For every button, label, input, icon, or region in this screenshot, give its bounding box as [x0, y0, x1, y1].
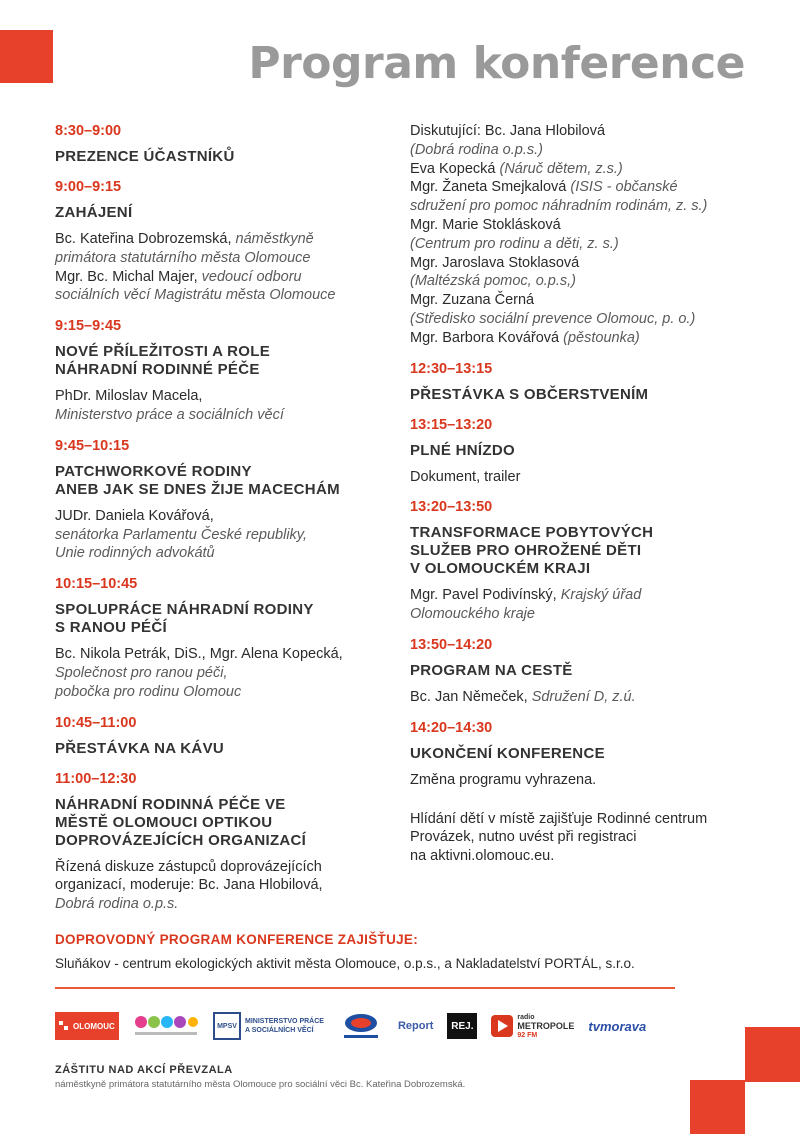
program-right-column: [410, 122, 760, 866]
speaker-line: [55, 876, 395, 895]
page-title: Program konference: [248, 38, 745, 89]
speaker-name: Mgr. Žaneta Smejkalová: [410, 179, 571, 196]
olomouc-logo: [55, 1012, 119, 1040]
speaker-affiliation: senátorka Parlamentu České republiky,: [55, 526, 307, 543]
speaker-name: JUDr. Daniela Kovářová,: [55, 507, 214, 524]
speaker-name: Mgr. Pavel Podivínský,: [410, 587, 561, 604]
speaker-affiliation: Ministerstvo práce a sociálních věcí: [55, 406, 284, 423]
session-heading: NÁHRADNÍ RODINNÉ PÉČE: [55, 361, 260, 379]
speaker-line: [55, 286, 395, 305]
speaker-line: [410, 468, 760, 487]
speaker-name: Mgr. Zuzana Černá: [410, 292, 535, 309]
session-time: 13:15–13:20: [410, 416, 493, 433]
program-session: [55, 437, 395, 563]
speaker-affiliation: pobočka pro rodinu Olomouc: [55, 683, 242, 700]
section-spacer: [410, 790, 760, 802]
session-heading: DOPROVÁZEJÍCÍCH ORGANIZACÍ: [55, 831, 307, 849]
speaker-affiliation: (Centrum pro rodinu a děti, z. s.): [410, 235, 619, 252]
patronage-text: náměstkyně primátora statutárního města Olomouce pro sociální věci Bc. Kateřina Dobrozemská.: [55, 1079, 466, 1090]
session-heading: S RANOU PÉČÍ: [55, 619, 167, 637]
session-spacer: [55, 563, 395, 575]
session-time: 9:15–9:45: [55, 318, 122, 335]
speaker-name: Změna programu vyhrazena.: [410, 771, 597, 788]
speaker-name: PhDr. Miloslav Macela,: [55, 388, 203, 405]
speaker-affiliation: sdružení pro pomoc náhradním rodinám, z. s.): [410, 198, 708, 215]
session-heading: TRANSFORMACE POBYTOVÝCH: [410, 524, 654, 542]
session-gap: [55, 499, 395, 507]
speaker-name: Bc. Nikola Petrák, DiS., Mgr. Alena Kopecká,: [55, 646, 343, 663]
speaker-line: [55, 664, 395, 683]
speaker-affiliation: (Náruč dětem, z.s.): [499, 160, 623, 177]
session-spacer: [55, 425, 395, 437]
session-time: 8:30–9:00: [55, 123, 122, 139]
program-session: [55, 178, 395, 305]
session-heading: UKONČENÍ KONFERENCE: [410, 744, 605, 762]
speaker-affiliation: (ISIS - občanské: [570, 179, 678, 196]
session-gap: [55, 379, 395, 387]
speaker-line: [410, 216, 760, 235]
speaker-affiliation: Sdružení D, z.ú.: [531, 688, 636, 705]
note-line: Provázek, nutno uvést při registraci: [410, 829, 637, 846]
speaker-line: [410, 605, 760, 624]
session-heading: V OLOMOUCKÉM KRAJI: [410, 560, 591, 578]
session-spacer: [55, 305, 395, 317]
session-spacer: [410, 486, 760, 498]
program-session: [410, 360, 760, 404]
program-left-column: [55, 122, 395, 914]
speaker-affiliation: (Maltézská pomoc, o.p.s,): [410, 273, 576, 290]
speaker-line: [410, 254, 760, 273]
session-heading: NOVÉ PŘÍLEŽITOSTI A ROLE: [55, 343, 270, 361]
rej-logo: [447, 1013, 477, 1039]
speaker-line: [410, 291, 760, 310]
rej-logo-text: REJ.: [451, 1020, 474, 1032]
program-session: [55, 575, 395, 701]
speaker-name: Mgr. Bc. Michal Majer,: [55, 268, 202, 285]
speaker-name: organizací, moderuje: Bc. Jana Hlobilová,: [55, 877, 323, 894]
speaker-line: [55, 387, 395, 406]
session-heading: PROGRAM NA CESTĚ: [410, 661, 573, 679]
speaker-line: [55, 268, 395, 287]
speaker-line: [55, 895, 395, 914]
session-time: 11:00–12:30: [55, 770, 137, 787]
program-session: [410, 416, 760, 487]
speaker-name: Diskutující: Bc. Jana Hlobilová: [410, 123, 606, 139]
session-heading: PŘESTÁVKA NA KÁVU: [55, 739, 225, 757]
session-heading: SLUŽEB PRO OHROŽENÉ DĚTI: [410, 542, 642, 560]
mpsv-emblem: MPSV: [213, 1012, 241, 1040]
speaker-line: [55, 858, 395, 877]
mpsv-logo: [213, 1012, 324, 1040]
session-gap: [410, 378, 760, 386]
speaker-affiliation: Olomouckého kraje: [410, 606, 535, 623]
session-gap: [410, 737, 760, 745]
session-spacer: [55, 166, 395, 178]
speaker-line: [410, 272, 760, 291]
third-logo: [338, 1011, 384, 1041]
program-session: [410, 636, 760, 707]
section-spacer: [410, 802, 760, 810]
program-session: [55, 770, 395, 914]
speaker-line: [55, 507, 395, 526]
session-heading: MĚSTĚ OLOMOUCI OPTIKOU: [55, 813, 273, 831]
session-heading: PLNÉ HNÍZDO: [410, 441, 515, 459]
speaker-line: [410, 178, 760, 197]
session-gap: [55, 140, 395, 148]
session-spacer: [55, 702, 395, 714]
speaker-affiliation: náměstkyně: [235, 231, 314, 247]
metropole-text: [517, 1013, 574, 1040]
session-time: 10:15–10:45: [55, 576, 138, 593]
program-session: [410, 719, 760, 790]
session-gap: [55, 335, 395, 343]
olomouc-logo-text: OLOMOUC: [73, 1021, 115, 1031]
session-gap: [55, 732, 395, 740]
report-logo: [398, 1020, 433, 1032]
metropole-radio-label: radio: [517, 1013, 535, 1021]
speaker-line: [410, 586, 760, 605]
session-spacer: [55, 758, 395, 770]
session-spacer: [410, 404, 760, 416]
session-time: 9:00–9:15: [55, 179, 122, 195]
session-heading: PŘESTÁVKA S OBČERSTVENÍM: [410, 385, 649, 403]
speaker-affiliation: (Středisko sociální prevence Olomouc, p. o.): [410, 310, 696, 327]
note-line: Hlídání dětí v místě zajišťuje Rodinné centrum: [410, 810, 708, 827]
session-heading: PATCHWORKOVÉ RODINY: [55, 462, 252, 480]
speaker-line: [55, 406, 395, 425]
session-gap: [410, 578, 760, 586]
speaker-line: [410, 197, 760, 216]
mpsv-name: MINISTERSTVO PRÁCE A SOCIÁLNÍCH VĚCÍ: [245, 1018, 324, 1034]
session-gap: [410, 434, 760, 442]
session-heading: SPOLUPRÁCE NÁHRADNÍ RODINY: [55, 601, 314, 619]
program-session: [55, 122, 395, 166]
speaker-line: [55, 230, 395, 249]
section-spacer: [410, 348, 760, 360]
speaker-line: [55, 544, 395, 563]
speaker-affiliation: Krajský úřad: [560, 587, 642, 604]
speaker-line: [410, 122, 760, 141]
speaker-name: Mgr. Marie Stoklásková: [410, 216, 561, 233]
speaker-line: [55, 249, 395, 268]
session-gap: [410, 763, 760, 771]
speaker-name: Řízená diskuze zástupců doprovázejících: [55, 858, 322, 875]
speaker-name: Dokument, trailer: [410, 468, 521, 485]
session-spacer: [410, 707, 760, 719]
session-gap: [410, 654, 760, 662]
speaker-line: [410, 235, 760, 254]
patronage-heading: ZÁŠTITU NAD AKCÍ PŘEVZALA: [55, 1064, 233, 1076]
decor-square-bottom-right-2: [690, 1080, 745, 1134]
speaker-affiliation: sociálních věcí Magistrátu města Olomouce: [55, 287, 336, 304]
session-gap: [55, 637, 395, 645]
kids-figures-icon: [133, 1012, 199, 1040]
footer-text: Sluňákov - centrum ekologických aktivit města Olomouce, o.p.s., a Nakladatelství PORTÁL, s.r.o.: [55, 956, 635, 971]
speaker-line: [410, 160, 760, 179]
session-heading: ZAHÁJENÍ: [55, 204, 133, 221]
footer-divider: [55, 987, 675, 989]
session-time: 9:45–10:15: [55, 437, 130, 454]
footer-heading: DOPROVODNÝ PROGRAM KONFERENCE ZAJIŠŤUJE:: [55, 932, 419, 947]
speaker-line: [410, 771, 760, 790]
tv-morava-logo: [588, 1019, 646, 1034]
speaker-affiliation: Společnost pro ranou péči,: [55, 664, 228, 681]
session-gap: [55, 850, 395, 858]
kids-figures-logo: [133, 1012, 199, 1040]
program-session: [55, 317, 395, 425]
session-gap: [55, 593, 395, 601]
speaker-affiliation: primátora statutárního města Olomouce: [55, 249, 311, 266]
metropole-name: METROPOLE: [517, 1020, 575, 1031]
session-time: 10:45–11:00: [55, 714, 137, 731]
speaker-name: Bc. Jan Němeček,: [410, 688, 532, 705]
speaker-affiliation: vedoucí odboru: [201, 268, 302, 285]
program-session: [410, 498, 760, 624]
speaker-line: [410, 141, 760, 160]
partner-logos: [55, 1008, 725, 1044]
radio-metropole-logo: [491, 1013, 574, 1040]
metropole-frequency: 92 FM: [517, 1031, 538, 1039]
tv-morava-text: tvmorava: [588, 1018, 647, 1034]
session-spacer: [410, 624, 760, 636]
decor-square-bottom-right-1: [745, 1027, 800, 1082]
speaker-name: Bc. Kateřina Dobrozemská,: [55, 231, 236, 247]
session-gap: [55, 222, 395, 230]
speaker-line: [55, 645, 395, 664]
play-mark-icon: [491, 1015, 513, 1037]
session-heading: NÁHRADNÍ RODINNÁ PÉČE VE: [55, 795, 286, 813]
session-time: 13:50–14:20: [410, 636, 493, 653]
speaker-affiliation: Dobrá rodina o.p.s.: [55, 896, 179, 913]
speaker-affiliation: (Dobrá rodina o.p.s.): [410, 141, 543, 158]
olomouc-mark-icon: [59, 1021, 69, 1031]
note-line: na aktivni.olomouc.eu.: [410, 848, 555, 865]
speaker-name: Mgr. Barbora Kovářová: [410, 329, 564, 346]
speaker-line: [55, 526, 395, 545]
speaker-affiliation: (pěstounka): [563, 329, 640, 346]
session-gap: [55, 196, 395, 204]
session-time: 13:20–13:50: [410, 499, 493, 516]
speaker-name: Mgr. Jaroslava Stoklasová: [410, 254, 580, 271]
report-logo-text: Report: [397, 1020, 434, 1032]
session-time: 12:30–13:15: [410, 360, 493, 377]
speaker-line: [410, 329, 760, 348]
speaker-line: [410, 688, 760, 707]
session-gap: [55, 788, 395, 796]
session-gap: [410, 460, 760, 468]
session-heading: PREZENCE ÚČASTNÍKŮ: [55, 148, 235, 165]
speaker-name: Eva Kopecká: [410, 160, 500, 177]
speaker-affiliation: Unie rodinných advokátů: [55, 545, 215, 562]
speaker-line: [55, 683, 395, 702]
session-gap: [55, 455, 395, 463]
session-gap: [410, 680, 760, 688]
session-heading: ANEB JAK SE DNES ŽIJE MACECHÁM: [55, 480, 340, 498]
oval-badge-icon: [338, 1011, 384, 1041]
session-time: 14:20–14:30: [410, 719, 493, 736]
speaker-line: [410, 310, 760, 329]
program-session: [55, 714, 395, 758]
